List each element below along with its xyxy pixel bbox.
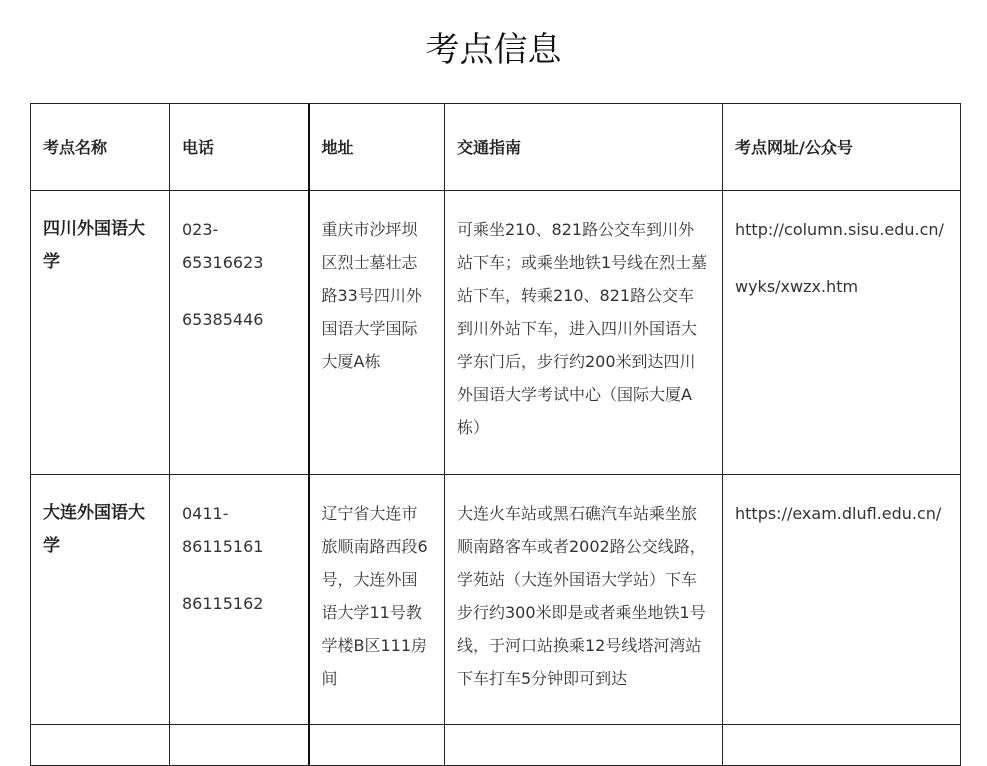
header-address: 地址 [309,104,445,191]
website-cell[interactable] [723,475,961,725]
exam-site-table-container [30,103,960,766]
table-row [31,191,961,475]
header-phone: 电话 [170,104,309,191]
table-row [31,725,961,766]
site-name-cell: 大连外国语大学 [31,475,170,725]
header-transport: 交通指南 [445,104,723,191]
phone-number: 0411-86115161 [182,504,264,556]
website-cell[interactable] [723,191,961,475]
address-cell: 辽宁省大连市旅顺南路西段6号，大连外国语大学11号教学楼B区111房间 [309,475,445,725]
phone-cell [170,475,309,725]
phone-number: 65385446 [182,310,264,329]
exam-site-table [30,103,961,766]
phone-number: 86115162 [182,594,264,613]
transport-cell: 大连火车站或黑石礁汽车站乘坐旅顺南路客车或者2002路公交线路，学苑站（大连外国语大学站）下车步行约300米即是或者乘坐地铁1号线，于河口站换乘12号线塔河湾站下车打车5分钟即可到达 [445,475,723,725]
site-name-cell: 四川外国语大学 [31,191,170,475]
header-website: 考点网址/公众号 [723,104,961,191]
table-row [31,475,961,725]
empty-cell [170,725,309,766]
phone-cell [170,191,309,475]
page-title: 考点信息 [425,30,562,70]
website-link[interactable]: wyks/xwzx.htm [735,277,859,296]
address-cell: 重庆市沙坪坝区烈士墓壮志路33号四川外国语大学国际大厦A栋 [309,191,445,475]
transport-cell: 可乘坐210、821路公交车到川外站下车；或乘坐地铁1号线在烈士墓站下车，转乘210、821路公交车到川外站下车，进入四川外国语大学东门后，步行约200米到达四川外国语大学考试中心（国际大厦A栋） [445,191,723,475]
empty-cell [31,725,170,766]
empty-cell [445,725,723,766]
table-header-row [31,104,961,191]
empty-cell [309,725,445,766]
empty-cell [723,725,961,766]
header-site-name: 考点名称 [31,104,170,191]
website-link[interactable]: https://exam.dlufl.edu.cn/ [735,504,942,523]
website-link[interactable]: http://column.sisu.edu.cn/ [735,220,944,239]
phone-number: 023-65316623 [182,220,264,272]
